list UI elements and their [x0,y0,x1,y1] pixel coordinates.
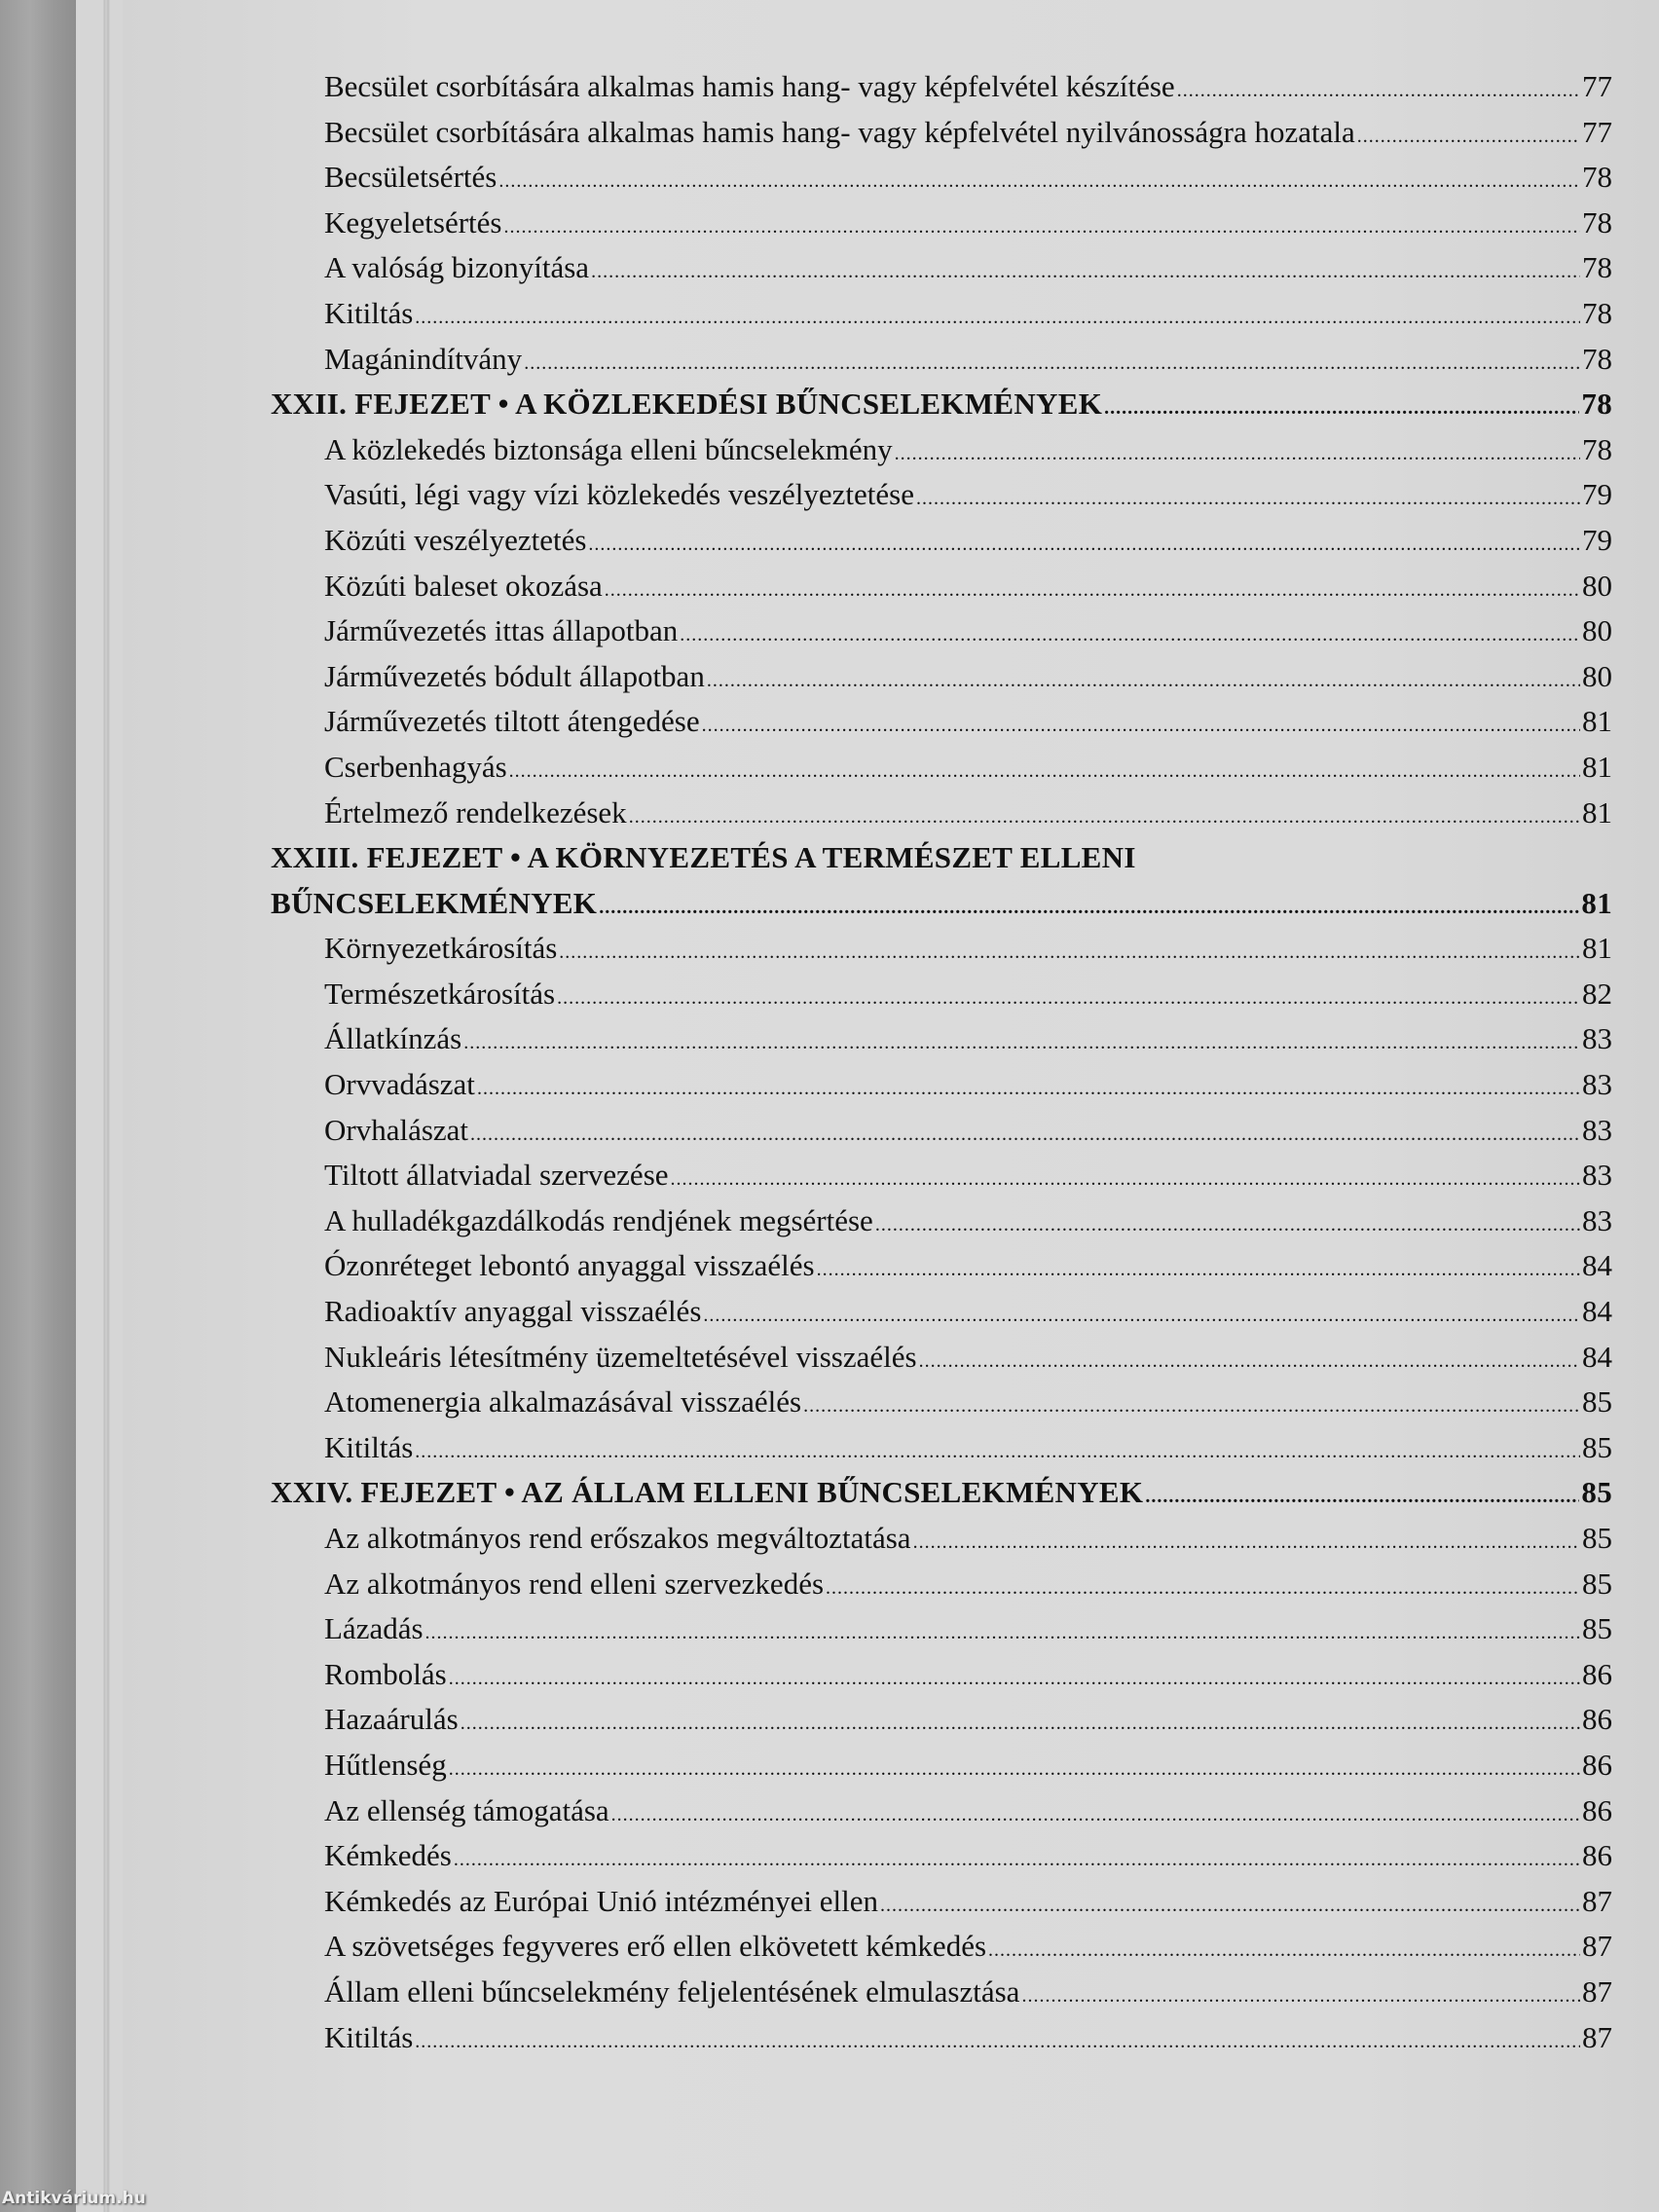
entry-title: Kémkedés [324,1838,452,1873]
page-number: 82 [1582,976,1612,1011]
page-number: 84 [1582,1248,1612,1283]
dot-leader [1104,386,1579,431]
dot-leader [599,885,1579,931]
watermark: Antikvárium.hu [2,2189,146,2208]
page-number: 87 [1582,1929,1612,1964]
dot-leader [671,1157,1580,1202]
toc-entry [271,1062,1612,1108]
chapter-heading [271,1470,1612,1516]
page-number: 86 [1582,1792,1612,1827]
entry-title: Az alkotmányos rend elleni szervezkedés [324,1566,825,1601]
entry-title: A szövetséges fegyveres erő ellen elkövetett kémkedés [324,1929,987,1964]
dot-leader [415,2019,1580,2065]
toc-entry [271,201,1612,246]
toc-entry [271,472,1612,518]
entry-title: Hazaárulás [324,1702,459,1737]
entry-title: Atomenergia alkalmazásával visszaélés [324,1384,802,1419]
page-number: 77 [1582,114,1612,149]
toc-entry [271,1335,1612,1381]
entry-title: Becsületsértés [324,160,498,195]
page-number: 83 [1582,1202,1612,1237]
toc-entry [271,291,1612,337]
dot-leader [463,1020,1580,1066]
chapter-heading [271,881,1612,927]
toc-entry [271,1879,1612,1925]
page-number: 86 [1582,1656,1612,1691]
toc-entry [271,1016,1612,1062]
toc-entry [271,1833,1612,1879]
page-number: 84 [1582,1294,1612,1329]
entry-title: XXIV. FEJEZET • AZ ÁLLAM ELLENI BŰNCSELEKMÉNYEK [271,1475,1144,1510]
page-number: 78 [1582,341,1612,376]
page-number: 81 [1582,749,1612,784]
page-number: 83 [1582,1021,1612,1056]
toc-entry [271,1198,1612,1244]
page-number: 87 [1582,1883,1612,1918]
dot-leader [1145,1474,1579,1520]
dot-leader [703,1293,1580,1339]
dot-leader [477,1066,1580,1112]
dot-leader [895,431,1580,477]
page-number: 80 [1582,613,1612,648]
dot-leader [454,1837,1580,1883]
entry-title: Lázadás [324,1611,424,1646]
dot-leader [524,341,1580,387]
dot-leader [1177,68,1580,114]
toc-entry [271,564,1612,609]
toc-entry [271,1743,1612,1788]
entry-title: A valóság bizonyítása [324,250,590,285]
page-number: 79 [1582,477,1612,512]
toc-entry [271,337,1612,383]
page-number: 83 [1582,1112,1612,1147]
chapter-heading [271,835,1612,881]
page-number: 85 [1582,1384,1612,1419]
toc-entry [271,972,1612,1017]
entry-title: Magánindítvány [324,341,523,376]
dot-leader [461,1701,1580,1747]
dot-leader [449,1747,1580,1792]
toc-entry [271,1289,1612,1335]
toc-entry [271,1380,1612,1425]
toc-entry [271,1652,1612,1698]
dot-leader [875,1202,1580,1248]
page-number: 85 [1582,1611,1612,1646]
dot-leader [707,658,1580,704]
dot-leader [817,1247,1580,1293]
dot-leader [415,295,1580,341]
dot-leader [509,749,1580,794]
dot-leader [611,1792,1580,1838]
toc-entry [271,1153,1612,1198]
entry-title: A közlekedés biztonsága elleni bűncselekmény [324,431,893,466]
page-number: 79 [1582,522,1612,557]
entry-title: Járművezetés bódult állapotban [324,658,705,693]
entry-title: A hulladékgazdálkodás rendjének megsértése [324,1202,873,1237]
entry-title: Járművezetés ittas állapotban [324,613,679,648]
dot-leader [880,1883,1580,1929]
dot-leader [415,1429,1580,1475]
entry-title: Az alkotmányos rend erőszakos megváltoztatása [324,1521,911,1555]
page-number: 84 [1582,1339,1612,1374]
entry-title: Becsület csorbítására alkalmas hamis hang- vagy képfelvétel készítése [324,69,1175,103]
page-number: 78 [1582,204,1612,240]
toc-entry [271,608,1612,654]
toc-entry [271,518,1612,564]
dot-leader [557,976,1580,1021]
page-number: 83 [1582,1158,1612,1193]
entry-title: Rombolás [324,1656,447,1691]
toc-entry [271,1516,1612,1562]
entry-title: XXIII. FEJEZET • A KÖRNYEZETÉS A TERMÉSZET ELLENI [271,840,1136,875]
entry-title: Becsület csorbítására alkalmas hamis hang- vagy képfelvétel nyilvánosságra hozatala [324,114,1355,149]
dot-leader [680,612,1580,658]
dot-leader [826,1566,1580,1611]
page-number: 80 [1582,568,1612,603]
page-number: 85 [1582,1521,1612,1555]
dot-leader [470,1112,1580,1158]
page-number: 87 [1582,1973,1612,2009]
page-number: 81 [1582,794,1612,830]
page-number: 81 [1582,931,1612,966]
entry-title: Tiltott állatviadal szervezése [324,1158,669,1193]
page-number: 78 [1582,250,1612,285]
entry-title: Vasúti, légi vagy vízi közlekedés veszélyeztetése [324,477,914,512]
page-number: 83 [1582,1067,1612,1102]
toc-entry [271,1788,1612,1834]
toc-entry [271,64,1612,110]
entry-title: Orvhalászat [324,1112,469,1147]
toc-entry [271,1606,1612,1652]
page-number: 85 [1581,1475,1612,1510]
entry-title: Ózonréteget lebontó anyaggal visszaélés [324,1248,815,1283]
entry-title: Orvvadászat [324,1067,475,1102]
entry-title: Cserbenhagyás [324,749,507,784]
toc-entry [271,1970,1612,2015]
table-of-contents [271,64,1612,2060]
dot-leader [591,249,1580,295]
entry-title: Járművezetés tiltott átengedése [324,704,700,739]
entry-title: Az ellenség támogatása [324,1792,609,1827]
dot-leader [988,1928,1580,1973]
toc-entry [271,2015,1612,2061]
entry-title: BŰNCSELEKMÉNYEK [271,885,598,920]
dot-leader [588,522,1580,568]
wooden-background [0,0,76,2212]
page-edges [76,0,123,2212]
page-number: 85 [1582,1429,1612,1464]
dot-leader [498,159,1580,204]
dot-leader [919,1339,1580,1384]
page-number: 78 [1582,431,1612,466]
dot-leader [1021,1973,1580,2019]
toc-entry [271,1697,1612,1743]
dot-leader [449,1656,1580,1702]
toc-entry [271,745,1612,791]
toc-entry [271,110,1612,156]
entry-title: Állam elleni bűncselekmény feljelentésének elmulasztása [324,1973,1020,2009]
dot-leader [916,476,1580,522]
toc-entry [271,245,1612,291]
page-number: 85 [1582,1566,1612,1601]
toc-entry [271,1562,1612,1607]
entry-title: Természetkárosítás [324,976,556,1011]
entry-title: Hűtlenség [324,1747,447,1782]
entry-title: Radioaktív anyaggal visszaélés [324,1294,702,1329]
toc-entry [271,699,1612,745]
dot-leader [559,930,1580,976]
entry-title: Nukleáris létesítmény üzemeltetésével visszaélés [324,1339,917,1374]
page-number: 86 [1582,1747,1612,1782]
toc-entry [271,1425,1612,1471]
page-number: 77 [1582,69,1612,103]
entry-title: XXII. FEJEZET • A KÖZLEKEDÉSI BŰNCSELEKMÉNYEK [271,387,1103,422]
page-number: 86 [1582,1838,1612,1873]
page-number: 81 [1581,885,1612,920]
entry-title: Környezetkárosítás [324,931,558,966]
page-number: 87 [1582,2019,1612,2054]
toc-entry [271,926,1612,972]
entry-title: Kitiltás [324,295,414,330]
entry-title: Kegyeletsértés [324,204,502,240]
page-number: 78 [1582,295,1612,330]
entry-title: Közúti baleset okozása [324,568,603,603]
dot-leader [913,1520,1580,1566]
entry-title: Értelmező rendelkezések [324,794,627,830]
dot-leader [1357,114,1580,160]
toc-entry [271,427,1612,473]
page-number: 78 [1582,160,1612,195]
dot-leader [629,794,1580,840]
dot-leader [803,1383,1580,1429]
toc-entry [271,1924,1612,1970]
page-number: 80 [1582,658,1612,693]
entry-title: Kémkedés az Európai Unió intézményei ellen [324,1883,878,1918]
entry-title: Kitiltás [324,2019,414,2054]
toc-entry [271,155,1612,201]
entry-title: Állatkínzás [324,1021,462,1056]
dot-leader [702,703,1580,749]
page-number: 86 [1582,1702,1612,1737]
toc-entry [271,654,1612,700]
toc-entry [271,1108,1612,1154]
chapter-heading [271,382,1612,427]
dot-leader [503,204,1580,250]
entry-title: Kitiltás [324,1429,414,1464]
page-number: 81 [1582,704,1612,739]
toc-entry [271,791,1612,836]
entry-title: Közúti veszélyeztetés [324,522,587,557]
dot-leader [605,568,1580,613]
dot-leader [425,1610,1580,1656]
toc-entry [271,1243,1612,1289]
page-number: 78 [1581,387,1612,422]
